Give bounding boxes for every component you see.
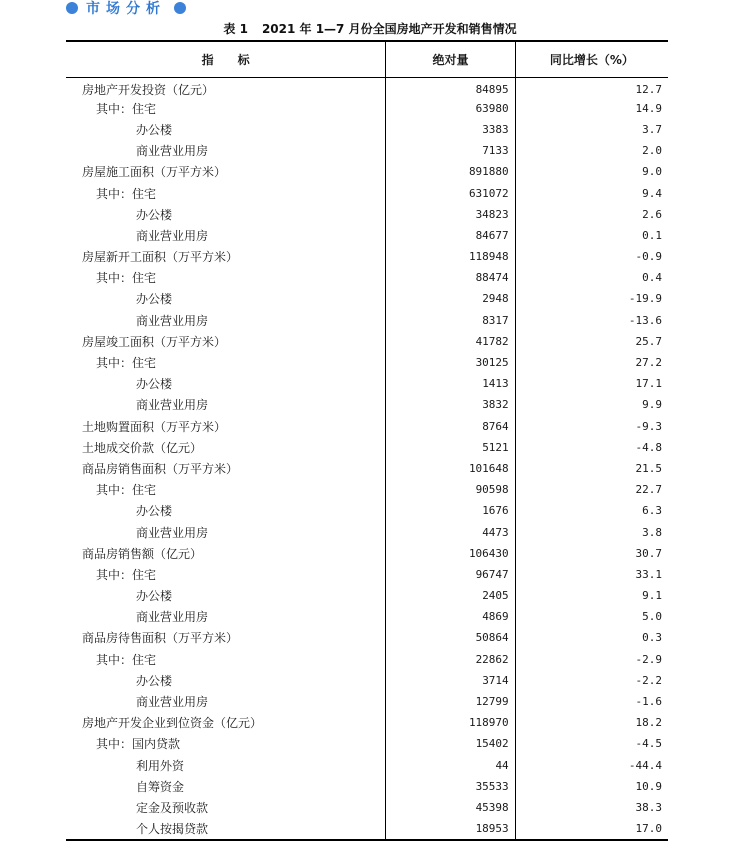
table-row bbox=[66, 691, 668, 712]
table-title: 2021 年 1—7 月份全国房地产开发和销售情况 bbox=[261, 22, 517, 36]
table-row bbox=[66, 225, 668, 246]
row-label: 办公楼 bbox=[136, 589, 173, 604]
row-label: 办公楼 bbox=[136, 207, 173, 222]
row-label: 办公楼 bbox=[136, 673, 173, 688]
row-value: 118970 bbox=[386, 713, 515, 734]
header-growth: 同比增长（%） bbox=[515, 41, 668, 77]
row-label: 商品房待售面积（万平方米） bbox=[82, 631, 239, 646]
table-row bbox=[66, 755, 668, 776]
row-label: 自筹资金 bbox=[136, 779, 185, 794]
table-row bbox=[66, 670, 668, 691]
row-growth: 17.1 bbox=[515, 374, 668, 395]
table-row bbox=[66, 819, 668, 840]
row-growth: 30.7 bbox=[515, 543, 668, 564]
row-label: 其中：住宅 bbox=[96, 356, 157, 371]
row-value: 30125 bbox=[386, 352, 515, 373]
table-row bbox=[66, 77, 668, 98]
row-label: 办公楼 bbox=[136, 504, 173, 519]
table-row bbox=[66, 247, 668, 268]
table-row bbox=[66, 183, 668, 204]
table-row bbox=[66, 776, 668, 797]
row-label: 土地成交价款（亿元） bbox=[82, 440, 203, 455]
table-row bbox=[66, 649, 668, 670]
row-value: 7133 bbox=[386, 141, 515, 162]
header-indicator: 指 标 bbox=[66, 41, 386, 77]
section-header bbox=[66, 0, 186, 16]
row-growth: -4.5 bbox=[515, 734, 668, 755]
header-absolute: 绝对量 bbox=[386, 41, 515, 77]
row-value: 35533 bbox=[386, 776, 515, 797]
row-growth: 0.1 bbox=[515, 225, 668, 246]
row-value: 84677 bbox=[386, 225, 515, 246]
table-row bbox=[66, 458, 668, 479]
row-label: 商业营业用房 bbox=[136, 144, 209, 159]
row-growth: 17.0 bbox=[515, 819, 668, 840]
table-row bbox=[66, 141, 668, 162]
row-label: 其中：住宅 bbox=[96, 652, 157, 667]
row-value: 4473 bbox=[386, 522, 515, 543]
row-growth: 3.8 bbox=[515, 522, 668, 543]
row-value: 50864 bbox=[386, 628, 515, 649]
row-growth: 21.5 bbox=[515, 458, 668, 479]
row-value: 88474 bbox=[386, 268, 515, 289]
row-label: 房屋新开工面积（万平方米） bbox=[82, 250, 239, 265]
table-caption bbox=[0, 20, 740, 37]
row-label: 其中：住宅 bbox=[96, 483, 157, 498]
row-label: 房地产开发企业到位资金（亿元） bbox=[82, 716, 263, 731]
table-row bbox=[66, 98, 668, 119]
row-growth: -0.9 bbox=[515, 247, 668, 268]
row-label: 商业营业用房 bbox=[136, 398, 209, 413]
row-growth: 18.2 bbox=[515, 713, 668, 734]
table-row bbox=[66, 162, 668, 183]
row-growth: 0.3 bbox=[515, 628, 668, 649]
row-value: 96747 bbox=[386, 564, 515, 585]
row-growth: -2.2 bbox=[515, 670, 668, 691]
row-growth: 9.9 bbox=[515, 395, 668, 416]
row-growth: 2.6 bbox=[515, 204, 668, 225]
table-row bbox=[66, 607, 668, 628]
row-growth: 14.9 bbox=[515, 98, 668, 119]
row-growth: 9.1 bbox=[515, 586, 668, 607]
row-value: 631072 bbox=[386, 183, 515, 204]
row-label: 房地产开发投资（亿元） bbox=[82, 82, 215, 97]
data-table bbox=[66, 40, 668, 841]
row-label: 办公楼 bbox=[136, 292, 173, 307]
section-title: 市场分析 bbox=[86, 1, 166, 17]
row-label: 商业营业用房 bbox=[136, 695, 209, 710]
row-label: 其中：国内贷款 bbox=[96, 737, 181, 752]
row-label: 商业营业用房 bbox=[136, 313, 209, 328]
row-growth: 9.4 bbox=[515, 183, 668, 204]
row-label: 利用外资 bbox=[136, 758, 185, 773]
row-growth: -1.6 bbox=[515, 691, 668, 712]
table-row bbox=[66, 564, 668, 585]
row-growth: -2.9 bbox=[515, 649, 668, 670]
row-label: 商品房销售面积（万平方米） bbox=[82, 461, 239, 476]
row-value: 12799 bbox=[386, 691, 515, 712]
row-growth: -19.9 bbox=[515, 289, 668, 310]
row-label: 商业营业用房 bbox=[136, 525, 209, 540]
table-row bbox=[66, 310, 668, 331]
row-growth: 5.0 bbox=[515, 607, 668, 628]
row-growth: -4.8 bbox=[515, 437, 668, 458]
row-label: 办公楼 bbox=[136, 377, 173, 392]
table-number: 表 1 bbox=[223, 22, 248, 36]
table-row bbox=[66, 543, 668, 564]
row-label: 个人按揭贷款 bbox=[66, 819, 386, 840]
row-label: 其中：住宅 bbox=[96, 101, 157, 116]
table-row bbox=[66, 119, 668, 140]
table-row bbox=[66, 628, 668, 649]
row-growth: -44.4 bbox=[515, 755, 668, 776]
row-label: 办公楼 bbox=[136, 122, 173, 137]
row-label: 商业营业用房 bbox=[136, 610, 209, 625]
row-label: 商业营业用房 bbox=[136, 228, 209, 243]
table-row bbox=[66, 480, 668, 501]
row-value: 18953 bbox=[386, 819, 515, 840]
row-growth: -9.3 bbox=[515, 416, 668, 437]
row-value: 1413 bbox=[386, 374, 515, 395]
row-value: 63980 bbox=[386, 98, 515, 119]
row-growth: 22.7 bbox=[515, 480, 668, 501]
row-value: 90598 bbox=[386, 480, 515, 501]
table-row bbox=[66, 797, 668, 818]
table-header bbox=[66, 41, 668, 77]
row-growth: 9.0 bbox=[515, 162, 668, 183]
table-row bbox=[66, 268, 668, 289]
row-value: 101648 bbox=[386, 458, 515, 479]
row-value: 891880 bbox=[386, 162, 515, 183]
row-value: 3832 bbox=[386, 395, 515, 416]
row-label: 土地购置面积（万平方米） bbox=[82, 419, 227, 434]
row-value: 8764 bbox=[386, 416, 515, 437]
table-row bbox=[66, 374, 668, 395]
row-growth: 25.7 bbox=[515, 331, 668, 352]
table-row bbox=[66, 734, 668, 755]
table-row bbox=[66, 586, 668, 607]
bullet-dot-icon bbox=[174, 2, 186, 14]
row-value: 2948 bbox=[386, 289, 515, 310]
row-label: 其中：住宅 bbox=[96, 271, 157, 286]
row-value: 5121 bbox=[386, 437, 515, 458]
row-growth: 38.3 bbox=[515, 797, 668, 818]
row-value: 15402 bbox=[386, 734, 515, 755]
row-value: 3714 bbox=[386, 670, 515, 691]
row-label: 其中：住宅 bbox=[96, 567, 157, 582]
table-body bbox=[66, 77, 668, 840]
row-value: 22862 bbox=[386, 649, 515, 670]
bullet-dot-icon bbox=[66, 2, 78, 14]
table-row bbox=[66, 331, 668, 352]
table-row bbox=[66, 501, 668, 522]
row-growth: 27.2 bbox=[515, 352, 668, 373]
table-row bbox=[66, 289, 668, 310]
table-row bbox=[66, 416, 668, 437]
row-growth: 10.9 bbox=[515, 776, 668, 797]
row-value: 34823 bbox=[386, 204, 515, 225]
table-row bbox=[66, 522, 668, 543]
row-label: 房屋竣工面积（万平方米） bbox=[82, 334, 227, 349]
table-row bbox=[66, 204, 668, 225]
row-growth: 6.3 bbox=[515, 501, 668, 522]
row-value: 44 bbox=[386, 755, 515, 776]
row-value: 118948 bbox=[386, 247, 515, 268]
row-value: 1676 bbox=[386, 501, 515, 522]
table-row bbox=[66, 437, 668, 458]
row-label: 房屋施工面积（万平方米） bbox=[82, 165, 227, 180]
row-value: 45398 bbox=[386, 797, 515, 818]
table-row bbox=[66, 395, 668, 416]
row-growth: -13.6 bbox=[515, 310, 668, 331]
row-label: 商品房销售额（亿元） bbox=[82, 546, 203, 561]
row-label: 定金及预收款 bbox=[136, 800, 209, 815]
row-growth: 0.4 bbox=[515, 268, 668, 289]
row-growth: 3.7 bbox=[515, 119, 668, 140]
row-growth: 12.7 bbox=[515, 77, 668, 98]
row-value: 41782 bbox=[386, 331, 515, 352]
row-value: 84895 bbox=[386, 77, 515, 98]
table-row bbox=[66, 713, 668, 734]
row-value: 4869 bbox=[386, 607, 515, 628]
table-row bbox=[66, 352, 668, 373]
row-value: 2405 bbox=[386, 586, 515, 607]
header-row bbox=[66, 41, 668, 77]
row-label: 其中：住宅 bbox=[96, 186, 157, 201]
row-value: 8317 bbox=[386, 310, 515, 331]
row-value: 106430 bbox=[386, 543, 515, 564]
row-growth: 33.1 bbox=[515, 564, 668, 585]
row-growth: 2.0 bbox=[515, 141, 668, 162]
row-value: 3383 bbox=[386, 119, 515, 140]
